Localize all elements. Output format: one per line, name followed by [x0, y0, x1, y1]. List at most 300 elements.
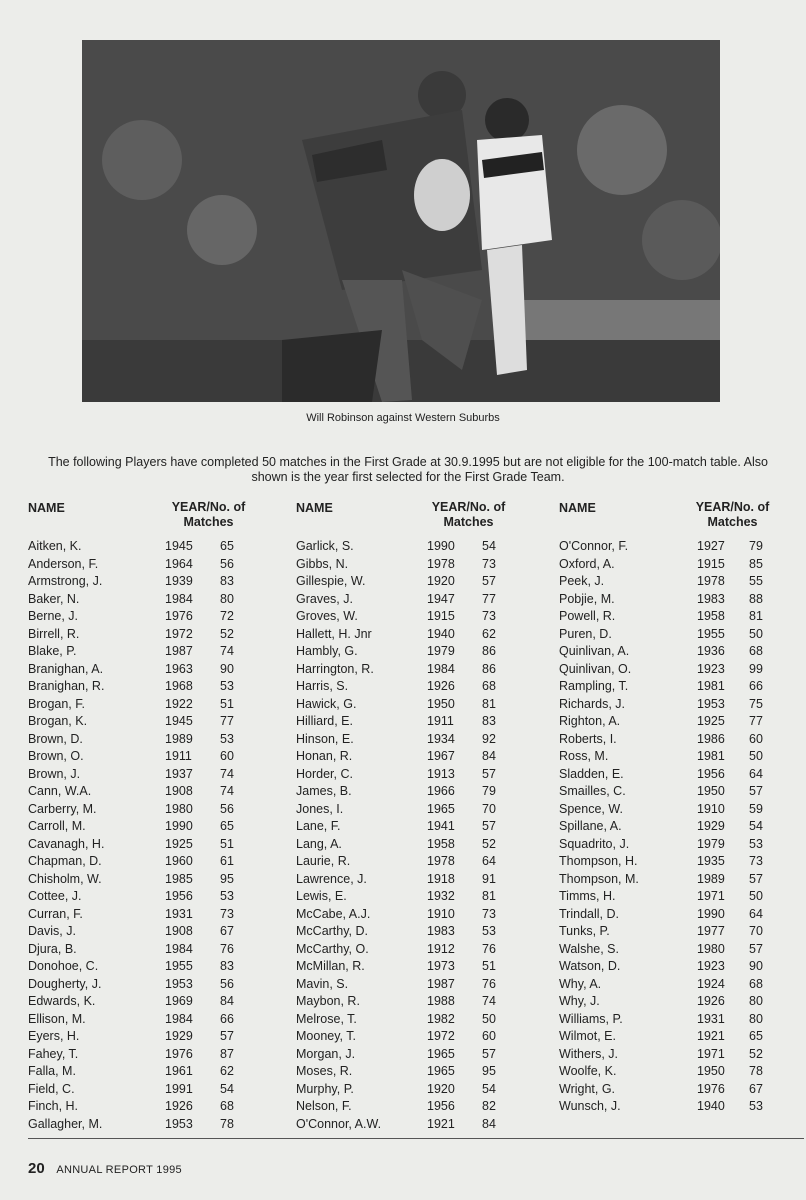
player-row	[28, 731, 278, 749]
player-year: 1971	[697, 1046, 725, 1061]
intro-line-1: The following Players have completed 50 matches in the First Grade at 30.9.1995 but are not eligible for the 100-match table. Also	[48, 455, 768, 469]
player-year: 1923	[697, 959, 725, 973]
player-matches: 95	[220, 871, 234, 886]
player-year: 1927	[697, 539, 725, 553]
player-row	[559, 538, 799, 556]
player-name: Thompson, M.	[559, 871, 639, 886]
player-row	[28, 1116, 278, 1134]
player-name: Lane, F.	[296, 819, 341, 833]
player-name: Ellison, M.	[28, 1011, 86, 1026]
player-row	[296, 696, 546, 714]
player-row	[28, 556, 278, 574]
player-name: Walshe, S.	[559, 941, 619, 956]
player-matches: 81	[482, 889, 496, 903]
player-matches: 74	[482, 994, 496, 1008]
player-year: 1932	[427, 889, 455, 903]
player-name: Wilmot, E.	[559, 1029, 616, 1043]
player-row	[28, 1063, 278, 1081]
player-name: Curran, F.	[28, 906, 83, 921]
player-matches: 82	[482, 1099, 496, 1113]
player-year: 1908	[165, 784, 193, 798]
player-row	[296, 888, 546, 906]
player-matches: 52	[749, 1046, 763, 1061]
player-name: Laurie, R.	[296, 854, 351, 868]
player-name: Brown, J.	[28, 766, 81, 781]
player-year: 1950	[697, 784, 725, 798]
player-row	[28, 538, 278, 556]
player-year: 1929	[697, 819, 725, 833]
player-matches: 50	[482, 1011, 496, 1026]
player-name: Why, J.	[559, 994, 600, 1008]
player-row	[28, 871, 278, 889]
player-year: 1963	[165, 661, 193, 676]
player-matches: 84	[482, 749, 496, 763]
player-year: 1976	[165, 1046, 193, 1061]
player-row	[559, 818, 799, 836]
players-column-3	[559, 498, 799, 1116]
player-matches: 73	[482, 556, 496, 571]
player-row	[296, 801, 546, 819]
player-name: Harris, S.	[296, 679, 349, 693]
player-row	[559, 766, 799, 784]
players-list	[296, 538, 546, 1133]
player-matches: 56	[220, 801, 234, 816]
player-matches: 52	[220, 626, 234, 641]
player-year: 1939	[165, 574, 193, 588]
player-year: 1908	[165, 924, 193, 938]
player-matches: 54	[749, 819, 763, 833]
player-year: 1920	[427, 574, 455, 588]
player-matches: 61	[220, 854, 234, 868]
player-row	[28, 1098, 278, 1116]
player-year: 1921	[427, 1116, 455, 1131]
player-matches: 56	[220, 976, 234, 991]
player-name: Edwards, K.	[28, 994, 96, 1008]
player-name: Murphy, P.	[296, 1081, 354, 1096]
player-name: Dougherty, J.	[28, 976, 102, 991]
header-year-line: YEAR/No. of	[431, 500, 506, 514]
player-row	[28, 836, 278, 854]
player-matches: 68	[482, 679, 496, 693]
player-matches: 64	[749, 906, 763, 921]
player-year: 1990	[697, 906, 725, 921]
player-matches: 73	[482, 609, 496, 623]
player-year: 1960	[165, 854, 193, 868]
player-row	[28, 1081, 278, 1099]
player-matches: 57	[482, 819, 496, 833]
player-row	[296, 556, 546, 574]
player-year: 1977	[697, 924, 725, 938]
player-matches: 50	[749, 626, 763, 641]
player-name: Ross, M.	[559, 749, 609, 763]
player-year: 1982	[427, 1011, 455, 1026]
player-year: 1965	[427, 1046, 455, 1061]
report-title: ANNUAL REPORT 1995	[56, 1164, 182, 1176]
player-matches: 57	[220, 1029, 234, 1043]
player-year: 1983	[427, 924, 455, 938]
player-year: 1968	[165, 679, 193, 693]
player-matches: 62	[482, 626, 496, 641]
player-year: 1915	[697, 556, 725, 571]
player-year: 1979	[697, 836, 725, 851]
player-year: 1910	[697, 801, 725, 816]
player-row	[28, 591, 278, 609]
player-matches: 57	[749, 941, 763, 956]
player-name: Mavin, S.	[296, 976, 349, 991]
player-name: O'Connor, F.	[559, 539, 629, 553]
player-matches: 64	[482, 854, 496, 868]
player-name: Graves, J.	[296, 591, 353, 606]
player-matches: 66	[749, 679, 763, 693]
player-name: Davis, J.	[28, 924, 76, 938]
player-year: 1956	[697, 766, 725, 781]
player-year: 1986	[697, 731, 725, 746]
player-year: 1965	[427, 801, 455, 816]
player-matches: 51	[220, 836, 234, 851]
player-name: Smailles, C.	[559, 784, 626, 798]
intro-line-2: shown is the year first selected for the First Grade Team.	[251, 470, 565, 484]
player-name: Eyers, H.	[28, 1029, 80, 1043]
player-year: 1981	[697, 679, 725, 693]
player-matches: 53	[220, 679, 234, 693]
player-year: 1945	[165, 539, 193, 553]
player-year: 1929	[165, 1029, 193, 1043]
player-name: Roberts, I.	[559, 731, 617, 746]
player-name: Puren, D.	[559, 626, 612, 641]
player-matches: 62	[220, 1064, 234, 1078]
player-year: 1950	[427, 696, 455, 711]
player-matches: 57	[482, 574, 496, 588]
player-matches: 76	[482, 976, 496, 991]
player-row	[296, 1116, 546, 1134]
player-name: Wunsch, J.	[559, 1099, 621, 1113]
header-matches-line: Matches	[183, 515, 234, 529]
player-name: James, B.	[296, 784, 352, 798]
player-year: 1941	[427, 819, 455, 833]
player-matches: 50	[749, 749, 763, 763]
player-matches: 78	[749, 1064, 763, 1078]
player-matches: 77	[749, 714, 763, 728]
player-row	[28, 888, 278, 906]
player-row	[28, 643, 278, 661]
player-matches: 60	[220, 749, 234, 763]
player-year: 1921	[697, 1029, 725, 1043]
player-matches: 60	[482, 1029, 496, 1043]
player-matches: 57	[482, 1046, 496, 1061]
player-year: 1937	[165, 766, 193, 781]
player-matches: 86	[482, 644, 496, 658]
player-name: Timms, H.	[559, 889, 616, 903]
player-matches: 65	[220, 539, 234, 553]
player-name: Maybon, R.	[296, 994, 360, 1008]
player-year: 1981	[697, 749, 725, 763]
player-name: Branighan, R.	[28, 679, 105, 693]
player-matches: 53	[749, 836, 763, 851]
player-matches: 53	[482, 924, 496, 938]
player-matches: 90	[749, 959, 763, 973]
page-number: 20	[28, 1160, 45, 1177]
player-name: Field, C.	[28, 1081, 75, 1096]
player-matches: 83	[482, 714, 496, 728]
player-year: 1980	[165, 801, 193, 816]
player-name: Branighan, A.	[28, 661, 104, 676]
player-year: 1991	[165, 1081, 193, 1096]
player-name: Falla, M.	[28, 1064, 76, 1078]
player-year: 1922	[165, 696, 193, 711]
player-year: 1945	[165, 714, 193, 728]
player-name: Groves, W.	[296, 609, 358, 623]
player-row	[28, 626, 278, 644]
player-name: Williams, P.	[559, 1011, 623, 1026]
player-matches: 78	[220, 1116, 234, 1131]
player-name: Sladden, E.	[559, 766, 624, 781]
player-year: 1935	[697, 854, 725, 868]
player-matches: 73	[220, 906, 234, 921]
player-matches: 66	[220, 1011, 234, 1026]
player-year: 1913	[427, 766, 455, 781]
player-matches: 80	[749, 994, 763, 1008]
player-year: 1971	[697, 889, 725, 903]
players-column-2	[296, 498, 546, 1133]
player-year: 1958	[427, 836, 455, 851]
player-matches: 99	[749, 661, 763, 676]
player-row	[559, 643, 799, 661]
player-matches: 64	[749, 766, 763, 781]
player-name: Anderson, F.	[28, 556, 99, 571]
player-matches: 90	[220, 661, 234, 676]
player-row	[296, 1046, 546, 1064]
player-year: 1965	[427, 1064, 455, 1078]
player-matches: 77	[220, 714, 234, 728]
player-matches: 54	[220, 1081, 234, 1096]
player-row	[559, 696, 799, 714]
player-matches: 68	[749, 976, 763, 991]
player-row	[559, 1046, 799, 1064]
player-year: 1910	[427, 906, 455, 921]
player-row	[28, 801, 278, 819]
player-year: 1972	[165, 626, 193, 641]
player-matches: 70	[749, 924, 763, 938]
player-row	[296, 941, 546, 959]
player-row	[559, 731, 799, 749]
player-name: Donohoe, C.	[28, 959, 99, 973]
player-year: 1979	[427, 644, 455, 658]
player-year: 1926	[165, 1099, 193, 1113]
player-matches: 68	[220, 1099, 234, 1113]
player-name: Cann, W.A.	[28, 784, 92, 798]
player-matches: 80	[220, 591, 234, 606]
player-row	[559, 941, 799, 959]
player-name: Melrose, T.	[296, 1011, 357, 1026]
player-name: Harrington, R.	[296, 661, 374, 676]
player-matches: 74	[220, 644, 234, 658]
player-year: 1953	[697, 696, 725, 711]
player-name: Quinlivan, A.	[559, 644, 630, 658]
player-matches: 51	[482, 959, 496, 973]
player-row	[296, 713, 546, 731]
player-year: 1988	[427, 994, 455, 1008]
player-matches: 67	[220, 924, 234, 938]
player-name: Oxford, A.	[559, 556, 615, 571]
player-name: Watson, D.	[559, 959, 621, 973]
player-name: Horder, C.	[296, 766, 353, 781]
player-name: Squadrito, J.	[559, 836, 630, 851]
player-year: 1956	[165, 889, 193, 903]
player-row	[559, 556, 799, 574]
player-row	[296, 766, 546, 784]
player-name: Powell, R.	[559, 609, 616, 623]
player-year: 1953	[165, 976, 193, 991]
player-matches: 95	[482, 1064, 496, 1078]
page-footer	[28, 1160, 182, 1177]
player-name: Moses, R.	[296, 1064, 353, 1078]
player-name: Rampling, T.	[559, 679, 629, 693]
player-row	[28, 678, 278, 696]
player-year: 1918	[427, 871, 455, 886]
player-row	[28, 696, 278, 714]
player-row	[28, 818, 278, 836]
player-year: 1976	[697, 1081, 725, 1096]
player-row	[28, 1046, 278, 1064]
player-name: Djura, B.	[28, 941, 77, 956]
player-name: Finch, H.	[28, 1099, 79, 1113]
player-matches: 55	[749, 574, 763, 588]
player-matches: 68	[749, 644, 763, 658]
header-year-matches	[161, 500, 256, 530]
player-year: 1984	[165, 591, 193, 606]
player-row	[559, 836, 799, 854]
player-year: 1926	[427, 679, 455, 693]
player-year: 1989	[697, 871, 725, 886]
player-year: 1989	[165, 731, 193, 746]
player-matches: 60	[749, 731, 763, 746]
player-name: Hallett, H. Jnr	[296, 626, 372, 641]
player-year: 1940	[427, 626, 455, 641]
player-year: 1925	[165, 836, 193, 851]
photo-will-robinson	[82, 40, 720, 402]
player-row	[28, 906, 278, 924]
player-matches: 72	[220, 609, 234, 623]
player-row	[296, 836, 546, 854]
player-row	[28, 748, 278, 766]
player-row	[296, 1011, 546, 1029]
player-name: Hambly, G.	[296, 644, 358, 658]
player-row	[296, 731, 546, 749]
player-row	[559, 608, 799, 626]
player-name: Hawick, G.	[296, 696, 357, 711]
player-name: Chapman, D.	[28, 854, 102, 868]
player-name: Why, A.	[559, 976, 602, 991]
player-row	[559, 958, 799, 976]
player-name: Baker, N.	[28, 591, 80, 606]
footer-rule	[28, 1138, 804, 1139]
player-name: Hinson, E.	[296, 731, 354, 746]
player-row	[559, 748, 799, 766]
player-matches: 67	[749, 1081, 763, 1096]
player-name: Birrell, R.	[28, 626, 80, 641]
player-name: Hilliard, E.	[296, 714, 353, 728]
player-row	[28, 783, 278, 801]
player-year: 1956	[427, 1099, 455, 1113]
player-row	[296, 591, 546, 609]
player-row	[296, 958, 546, 976]
player-row	[559, 853, 799, 871]
player-year: 1976	[165, 609, 193, 623]
player-row	[296, 1098, 546, 1116]
player-name: Richards, J.	[559, 696, 625, 711]
players-list	[559, 538, 799, 1116]
player-year: 1911	[165, 749, 192, 763]
player-year: 1987	[427, 976, 455, 991]
player-name: Gillespie, W.	[296, 574, 366, 588]
player-year: 1978	[697, 574, 725, 588]
player-row	[559, 661, 799, 679]
player-row	[559, 1011, 799, 1029]
player-matches: 85	[749, 556, 763, 571]
player-row	[296, 626, 546, 644]
player-year: 1985	[165, 871, 193, 886]
player-row	[28, 608, 278, 626]
player-row	[28, 661, 278, 679]
player-matches: 57	[749, 784, 763, 798]
player-year: 1990	[427, 539, 455, 553]
player-matches: 50	[749, 889, 763, 903]
player-row	[559, 801, 799, 819]
player-name: Lewis, E.	[296, 889, 347, 903]
players-column-1	[28, 498, 278, 1133]
player-row	[559, 923, 799, 941]
player-year: 1931	[165, 906, 193, 921]
player-row	[559, 713, 799, 731]
player-matches: 73	[482, 906, 496, 921]
header-year-line: YEAR/No. of	[171, 500, 246, 514]
player-row	[28, 958, 278, 976]
player-matches: 86	[482, 661, 496, 676]
player-name: McMillan, R.	[296, 959, 365, 973]
player-row	[28, 713, 278, 731]
player-year: 1980	[697, 941, 725, 956]
player-row	[28, 766, 278, 784]
player-name: McCarthy, O.	[296, 941, 369, 956]
player-matches: 70	[482, 801, 496, 816]
column-header	[296, 498, 546, 538]
player-row	[28, 993, 278, 1011]
player-matches: 84	[220, 994, 234, 1008]
player-matches: 75	[749, 696, 763, 711]
player-row	[28, 976, 278, 994]
players-list	[28, 538, 278, 1133]
player-matches: 54	[482, 1081, 496, 1096]
player-name: Cavanagh, H.	[28, 836, 105, 851]
player-name: Peek, J.	[559, 574, 605, 588]
player-matches: 81	[749, 609, 763, 623]
player-year: 1911	[427, 714, 454, 728]
player-name: Trindall, D.	[559, 906, 619, 921]
player-name: Nelson, F.	[296, 1099, 352, 1113]
player-matches: 53	[749, 1099, 763, 1113]
player-row	[296, 923, 546, 941]
player-matches: 54	[482, 539, 496, 553]
player-row	[296, 976, 546, 994]
player-matches: 84	[482, 1116, 496, 1131]
player-matches: 79	[482, 784, 496, 798]
player-matches: 57	[482, 766, 496, 781]
intro-paragraph	[28, 455, 788, 485]
player-row	[559, 1063, 799, 1081]
player-row	[296, 818, 546, 836]
player-name: Wright, G.	[559, 1081, 616, 1096]
player-row	[559, 1028, 799, 1046]
